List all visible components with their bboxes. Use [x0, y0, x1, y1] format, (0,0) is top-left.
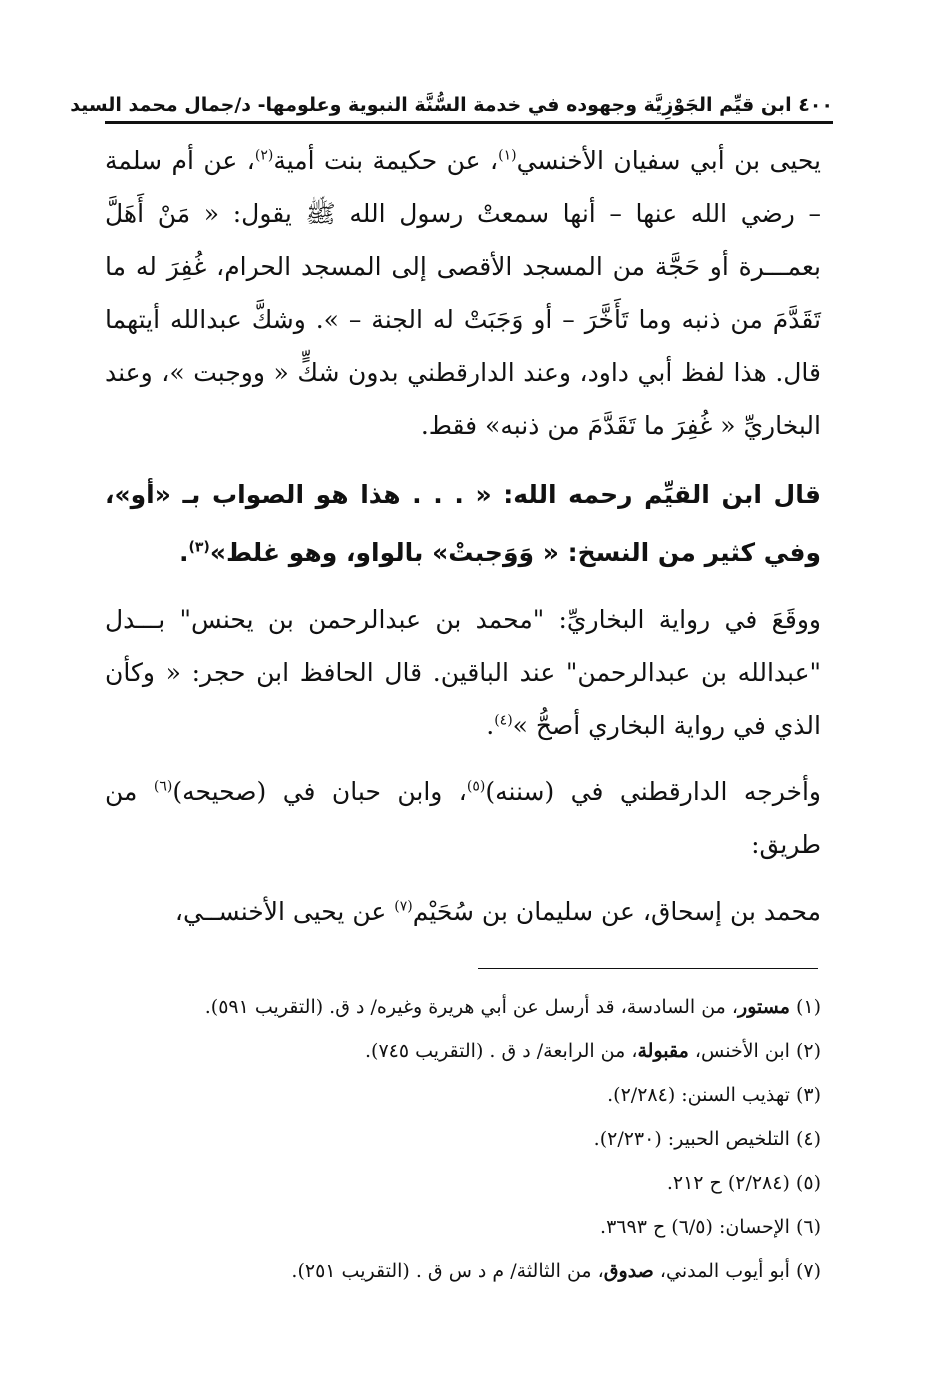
p1-text-c: ، عن أم سلمة – رضي الله عنها – أنها سمعتْ رسول الله ﷺ يقول: « مَنْ أَهَلَّ بعمـــرة أو حَجَّة من المسجد الأقصى إلى المسجد الحرام، غُفِرَ له ما تَقَدَّمَ من ذنبه وما تَأَخَّرَ – أو وَجَبَتْ له الجنة – ». وشكَّ عبدالله أيتهما قال. هذا لفظ أبي داود، وعند الدارقطني بدون شكٍّ « ووجبت »، وعند البخاريِّ « غُفِرَ ما تَقَدَّمَ من ذنبه» فقط. — [105, 146, 821, 440]
p4-text-b: ، وابن حبان في (صحيحه) — [172, 777, 467, 806]
footnote-1-grade: مستور — [738, 996, 790, 1018]
running-header — [70, 88, 833, 124]
footnote-2-grade: مقبولة — [637, 1040, 689, 1062]
footnote-separator — [478, 968, 818, 969]
footnotes — [105, 985, 821, 1293]
footnote-3: (٣) تهذيب السنن: (٢/٢٨٤). — [607, 1084, 821, 1106]
footnote-7-number: (٧) — [795, 1260, 821, 1282]
footnote-5: (٥) (٢/٢٨٤) ح ٢١٢. — [666, 1172, 821, 1194]
footnote-7-text: ، من الثالثة/ م د س ق . (التقريب ٢٥١). — [291, 1260, 604, 1282]
p4-text-c: من طريق: — [105, 777, 821, 859]
p2-end: . — [178, 538, 189, 567]
running-title: ٤٠٠ ابن قيِّم الجَوْزِيَّة وجهوده في خدمة السُّنَّة النبوية وعلومها- د/جمال محمد السيد — [70, 93, 833, 116]
footnote-2-text: ، من الرابعة/ د ق . (التقريب ٧٤٥). — [365, 1040, 638, 1062]
footnote-6: (٦) الإحسان: (٦/٥) ح ٣٦٩٣. — [600, 1216, 821, 1238]
footnote-ref-2[interactable]: (٢) — [254, 147, 274, 164]
footnote-2-prefix: ابن الأخنس، — [688, 1040, 790, 1062]
p4-text-a: وأخرجه الدارقطني في (سننه) — [485, 777, 821, 806]
paragraph-1 — [105, 134, 821, 452]
footnote-2-number: (٢) — [795, 1040, 821, 1062]
p2-quote: قال ابن القيِّم رحمه الله: « . . . هذا هو الصواب بـ «أو»، وفي كثير من النسخ: « وَوَجبتْ» بالواو، وهو غلط» — [105, 480, 821, 567]
p3-end: . — [486, 711, 495, 740]
p5-text-a: محمد بن إسحاق، عن سليمان بن سُحَيْم — [412, 897, 821, 926]
paragraph-2 — [105, 466, 821, 582]
p5-text-b: عن يحيى الأخنســي، — [174, 897, 395, 926]
footnote-2 — [105, 1029, 821, 1073]
footnote-7 — [105, 1249, 821, 1293]
footnote-1 — [105, 985, 821, 1029]
footnote-ref-1[interactable]: (١) — [498, 147, 517, 164]
footnote-1-text: ، من السادسة، قد أرسل عن أبي هريرة وغيره/ د ق. (التقريب ٥٩١). — [204, 996, 739, 1018]
footnote-ref-7[interactable]: (٧) — [394, 898, 413, 915]
footnote-ref-6[interactable]: (٦) — [153, 778, 173, 795]
p1-text-b: ، عن حكيمة بنت أمية — [273, 146, 499, 175]
footnote-1-number: (١) — [795, 996, 821, 1018]
p3-text: ووقَعَ في رواية البخاريِّ: "محمد بن عبدالرحمن بن يحنس" بـــدل "عبدالله بن عبدالرحمن" عند الباقين. قال الحافظ ابن حجر: « وكأن الذي في رواية البخاري أصحُّ » — [105, 605, 821, 740]
footnote-ref-5[interactable]: (٥) — [466, 778, 486, 795]
paragraph-4 — [105, 765, 821, 871]
footnote-7-prefix: أبو أيوب المدني، — [653, 1260, 790, 1282]
paragraph-5 — [105, 885, 821, 938]
footnote-7-grade: صدوق — [603, 1260, 654, 1282]
p1-text-a: يحيى بن أبي سفيان الأخنسي — [516, 146, 821, 175]
paragraph-3 — [105, 593, 821, 752]
footnote-4: (٤) التلخيص الحبير: (٢/٢٣٠). — [593, 1128, 821, 1150]
footnote-ref-3[interactable]: (٣) — [188, 539, 210, 556]
footnote-ref-4[interactable]: (٤) — [494, 712, 513, 729]
